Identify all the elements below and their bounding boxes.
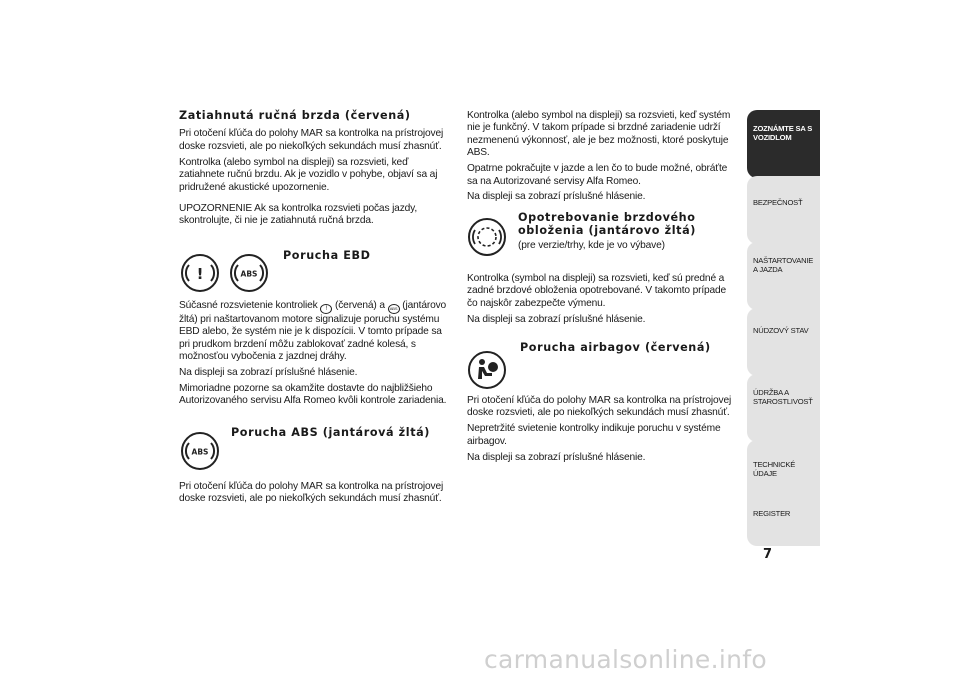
brake-pad-subtitle: (pre verzie/trhy, kde je vo výbave) (518, 240, 665, 251)
left-column (179, 110, 449, 231)
brake-warning-icon (181, 254, 219, 292)
heading-airbag-failure: Porucha airbagov (červená) (520, 341, 711, 354)
tab-safety[interactable]: BEZPEČNOSŤ (747, 176, 820, 244)
brake-warning-icon: ! (320, 304, 332, 314)
paragraph: Opatrne pokračujte v jazde a len čo to bude možné, obráťte sa na Autorizované servisy Alfa Romeo. (467, 163, 728, 187)
abs-icon: ABS (388, 304, 400, 314)
heading-ebd-failure: Porucha EBD (283, 249, 371, 262)
tab-starting-and-driving[interactable]: NAŠTARTOVANIE A JAZDA (747, 242, 820, 310)
paragraph: Kontrolka (symbol na displeji) sa rozsvieti, keď sú predné a zadné brzdové obloženia opotrebované. V takomto prípade čo najskôr zabezpečte výmenu. (467, 273, 727, 309)
paragraph-text: Súčasné rozsvietenie kontroliek (179, 300, 318, 311)
paragraph: Kontrolka (alebo symbol na displeji) sa rozsvieti, keď systém nie je funkčný. V takom prípade si brzdné zariadenie udrží nezmenenú výkonnosť, ale je bez možnosti, ktoré poskytuje ABS. (467, 110, 731, 159)
paragraph: Pri otočení kľúča do polohy MAR sa kontrolka na prístrojovej doske rozsvieti, ale po niekoľkých sekundách musí zhasnúť. (179, 481, 444, 505)
paragraph: Na displeji sa zobrazí príslušné hlásenie. (467, 313, 646, 325)
left-column-abs (179, 481, 449, 509)
right-column-airbag (467, 395, 732, 468)
svg-text:ABS: ABS (191, 447, 209, 457)
paragraph: Kontrolka (alebo symbol na displeji) sa rozsvieti, keď zatiahnete ručnú brzdu. Ak je vozidlo v pohybe, objaví sa aj pridružené akustické upozornenie. (179, 156, 438, 193)
paragraph: UPOZORNENIE Ak sa kontrolka rozsvieti počas jazdy, skontrolujte, či nie je zatiahnutá ručná brzda. (179, 202, 418, 227)
right-column (467, 110, 732, 207)
svg-text:!: ! (196, 265, 204, 283)
tab-technical-data[interactable]: TECHNICKÉ ÚDAJE (747, 440, 820, 508)
paragraph: Mimoriadne pozorne sa okamžite dostavte do najbližšieho Autorizovaného servisu Alfa Romeo kvôli kontrole zariadenia. (179, 383, 447, 407)
brake-pad-wear-icon (468, 218, 506, 256)
svg-text:ABS: ABS (240, 269, 258, 279)
paragraph: Pri otočení kľúča do polohy MAR sa kontrolka na prístrojovej doske rozsvieti, ale po niekoľkých sekundách musí zhasnúť. (179, 128, 444, 152)
abs-icon (230, 254, 268, 292)
abs-icon (181, 432, 219, 470)
right-column-brake-pad (467, 273, 732, 330)
tab-emergency[interactable]: NÚDZOVÝ STAV (747, 308, 820, 376)
page-number: 7 (763, 547, 773, 562)
left-column-ebd (179, 300, 449, 411)
heading-brake-pad-wear: Opotrebovanie brzdového obloženia (jantárovo žltá) (518, 211, 696, 237)
tab-maintenance[interactable]: ÚDRŽBA A STAROSTLIVOSŤ (747, 374, 820, 442)
paragraph: Nepretržité svietenie kontrolky indikuje poruchu v systéme airbagov. (467, 423, 721, 447)
heading-parking-brake: Zatiahnutá ručná brzda (červená) (179, 109, 411, 122)
paragraph: Pri otočení kľúča do polohy MAR sa kontrolka na prístrojovej doske rozsvieti, ale po niekoľkých sekundách musí zhasnúť. (467, 395, 732, 419)
paragraph: Na displeji sa zobrazí príslušné hlásenie. (179, 367, 358, 379)
paragraph: Na displeji sa zobrazí príslušné hlásenie. (467, 451, 646, 463)
watermark: carmanualsonline.info (484, 645, 767, 674)
tab-index[interactable]: REGISTER (747, 478, 820, 546)
paragraph-text: (červená) a (335, 300, 385, 311)
paragraph: Na displeji sa zobrazí príslušné hlásenie. (467, 191, 646, 203)
paragraph-text: (jantárovo žltá) pri naštartovanom motore signalizuje poruchu systému EBD alebo, že systém nie je k dispozícii. V tomto prípade sa pri prudkom brzdení môžu zablokovať zadné kolesá, s možnosťou vybočenia z jazdnej dráhy. (179, 300, 447, 363)
paragraph (179, 300, 449, 364)
tab-get-to-know-vehicle[interactable]: ZOZNÁMTE SA S VOZIDLOM (747, 110, 820, 178)
airbag-warning-icon (468, 351, 506, 389)
heading-abs-failure: Porucha ABS (jantárová žltá) (231, 426, 431, 439)
